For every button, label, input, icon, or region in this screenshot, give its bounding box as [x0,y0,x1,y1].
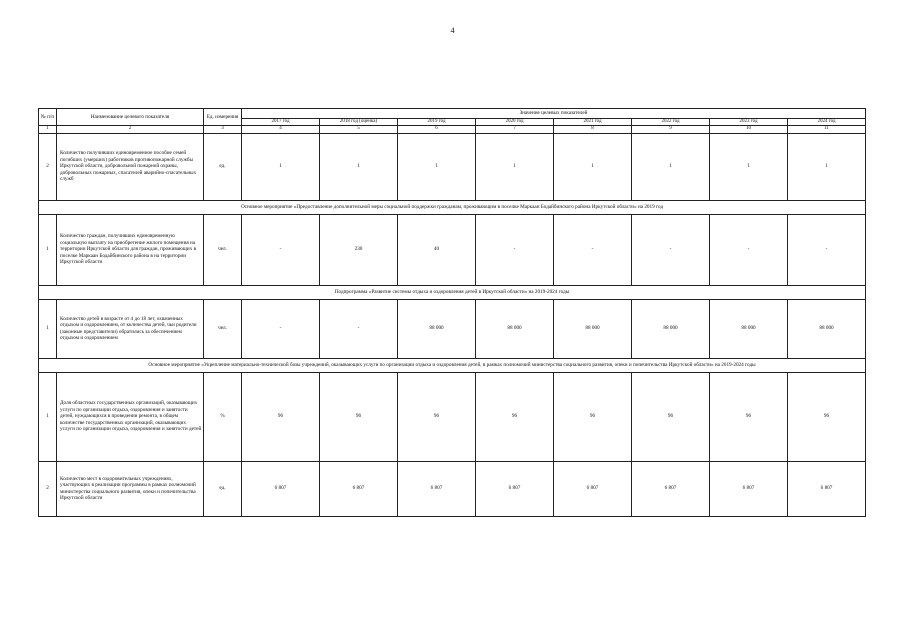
header-name: Наименование целевого показателя [57,109,204,126]
value-cell: 88 000 [476,299,554,358]
value-cell: - [554,214,632,285]
value-cell: 88 000 [554,299,632,358]
value-cell: 96 [242,372,320,461]
header-year-2019: 2019 год [398,119,476,126]
page-number: 4 [450,26,455,35]
row-num: 1 [39,299,57,358]
value-cell: 6 807 [398,461,476,516]
value-cell: - [476,214,554,285]
value-cell: 6 807 [476,461,554,516]
col-number: 11 [788,126,866,133]
target-indicators-table [38,108,866,517]
header-year-2020: 2020 год [476,119,554,126]
header-year-2024: 2024 год [788,119,866,126]
col-number: 1 [39,126,57,133]
value-cell: 96 [710,372,788,461]
value-cell: 88 000 [632,299,710,358]
section-row [39,200,866,214]
col-number: 5 [320,126,398,133]
indicator-name: Количество получивших единовременное пособие семей погибших (умерших) работников противопожарной службы Иркутской области, добровольной пожарной охраны, добровольных пожарных, спасателей аварийно-спасательных служб [57,133,204,200]
col-number: 2 [57,126,204,133]
unit-cell: чел. [204,299,242,358]
section-title: Основное мероприятие «Предоставление дополнительной меры социальной поддержки гражданам, проживающим в поселке Маркаан Бодайбинского района Иркутской области» на 2019 год [39,200,866,214]
unit-cell: ед. [204,133,242,200]
value-cell: 230 [320,214,398,285]
row-num: 1 [39,214,57,285]
value-cell: 6 807 [242,461,320,516]
value-cell: 96 [554,372,632,461]
value-cell: 1 [320,133,398,200]
value-cell: 1 [632,133,710,200]
header-unit: Ед. измерения [204,109,242,126]
unit-cell: % [204,372,242,461]
value-cell: 96 [320,372,398,461]
value-cell: 1 [788,133,866,200]
row-num: 1 [39,372,57,461]
value-cell: 88 000 [710,299,788,358]
unit-cell: чел. [204,214,242,285]
value-cell: 96 [632,372,710,461]
value-cell: 1 [476,133,554,200]
value-cell: 96 [476,372,554,461]
header-values-group: Значение целевых показателей [242,109,866,119]
section-row [39,285,866,299]
value-cell: 6 807 [788,461,866,516]
table-row [39,372,866,461]
value-cell: 6 807 [320,461,398,516]
indicator-name: Количество мест в оздоровительных учреждениях, участвующих в реализации программы в рамках полномочий министерства социального развития, опеки и попечительства Иркутской области [57,461,204,516]
value-cell: 88 000 [788,299,866,358]
col-number: 3 [204,126,242,133]
section-title: Основное мероприятие «Укрепление материально-технической базы учреждений, оказывающих услуги по организации отдыха и оздоровления детей, в рамках полномочий министерства социального развития, опеки и попечительства Иркутской области» на 2019-2024 годы [39,358,866,372]
row-num: 2 [39,133,57,200]
value-cell: - [320,299,398,358]
unit-cell: ед. [204,461,242,516]
table-row [39,299,866,358]
col-number: 4 [242,126,320,133]
indicator-name: Доля областных государственных организаций, оказывающих услуги по организации отдыха, оздоровления и занятости детей, нуждающихся в проведении ремонта, в общем количестве государственных организаций, оказывающих услуги по организации отдыха, оздоровления и занятости детей [57,372,204,461]
indicator-name: Количество детей в возрасте от 4 до 18 лет, охваченных отдыхом и оздоровлением, от количества детей, чьи родители (законные представители) обратились за обеспечением отдыхом и оздоровлением [57,299,204,358]
value-cell: 40 [398,214,476,285]
col-number: 6 [398,126,476,133]
header-year-2023: 2023 год [710,119,788,126]
value-cell: - [632,214,710,285]
header-year-2021: 2021 год [554,119,632,126]
value-cell: 6 807 [632,461,710,516]
col-number: 10 [710,126,788,133]
value-cell: 1 [710,133,788,200]
value-cell: 6 807 [554,461,632,516]
value-cell: 96 [398,372,476,461]
header-num: № п/п [39,109,57,126]
value-cell: 88 000 [398,299,476,358]
header-year-2017: 2017 год [242,119,320,126]
table-row [39,214,866,285]
value-cell: 6 807 [710,461,788,516]
value-cell: 1 [554,133,632,200]
indicator-name: Количество граждан, получивших единовременную социальную выплату на приобретение жилого помещения на территории Иркутской области для граждан, проживающих в поселке Маркаан Бодайбинского района в на территории Иркутской области [57,214,204,285]
table-row [39,461,866,516]
value-cell: - [242,299,320,358]
value-cell: 1 [398,133,476,200]
section-title: Подпрограмма «Развитие системы отдыха и оздоровления детей в Иркутской области» на 2019-2024 годы [39,285,866,299]
col-number: 8 [554,126,632,133]
value-cell: - [710,214,788,285]
col-number: 9 [632,126,710,133]
table-row [39,133,866,200]
value-cell: - [788,214,866,285]
header-year-2018: 2018 год (оценка) [320,119,398,126]
row-num: 2 [39,461,57,516]
col-number: 7 [476,126,554,133]
value-cell: 1 [242,133,320,200]
value-cell: 96 [788,372,866,461]
section-row [39,358,866,372]
header-year-2022: 2022 год [632,119,710,126]
value-cell: - [242,214,320,285]
